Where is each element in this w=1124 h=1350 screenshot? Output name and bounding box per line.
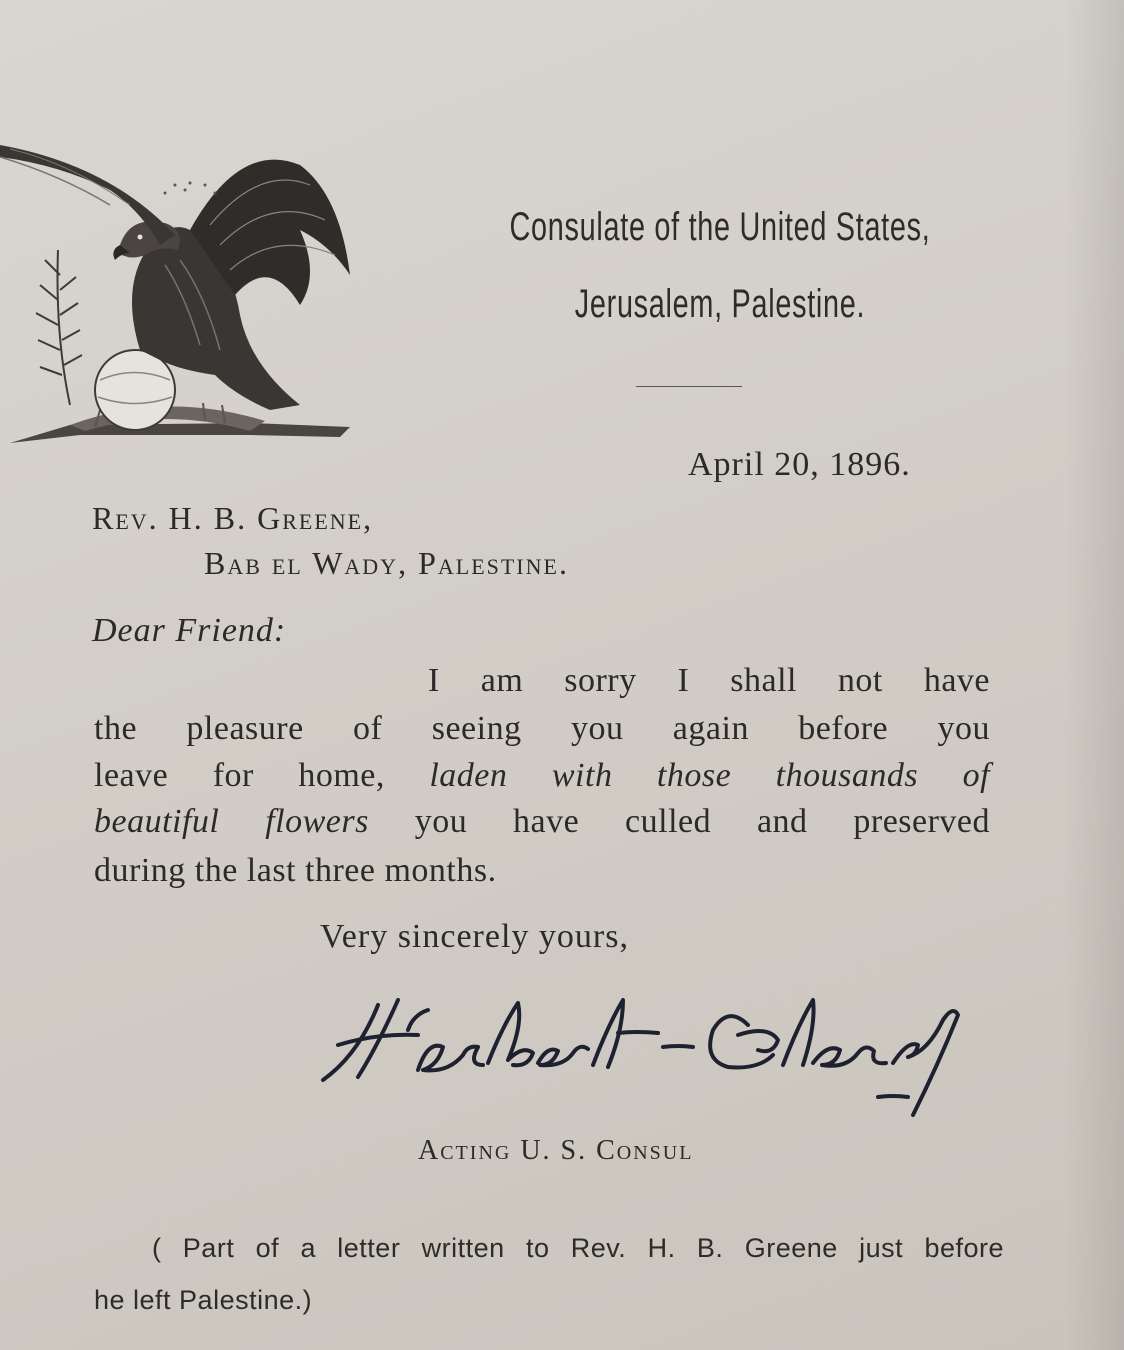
eagle-emblem-icon	[0, 135, 360, 450]
body-line-4-italic: beautiful flowers	[94, 803, 369, 840]
page-edge-shadow	[1064, 0, 1124, 1350]
body-line-4	[94, 803, 990, 841]
closing: Very sincerely yours,	[320, 918, 629, 955]
body-line-3-italic: laden with those thousands of	[429, 757, 991, 794]
letter-date: April 20, 1896.	[688, 446, 911, 483]
letterhead-line-2: Jerusalem, Palestine.	[574, 282, 866, 326]
body-line-5: during the last three months.	[94, 852, 497, 889]
body-line-1: I am sorry I shall not have	[428, 662, 990, 699]
note-line-1: ( Part of a letter written to Rev. H. B. Greene just before	[152, 1233, 1004, 1263]
body-line-2: the pleasure of seeing you again before you	[94, 710, 990, 747]
signature	[318, 985, 978, 1125]
signer-title: Acting U. S. Consul	[418, 1135, 694, 1166]
recipient-location: Bab el Wady, Palestine.	[204, 545, 569, 581]
letterhead-divider	[636, 386, 742, 387]
body-line-3	[94, 757, 990, 795]
body-line-4-plain: you have culled and preserved	[414, 803, 991, 840]
note-line-2: he left Palestine.)	[94, 1285, 313, 1315]
body-line-3-plain: leave for home,	[94, 757, 385, 794]
recipient-name: Rev. H. B. Greene,	[92, 500, 374, 536]
salutation: Dear Friend:	[92, 612, 287, 649]
letterhead-line-1: Consulate of the United States,	[509, 205, 931, 249]
